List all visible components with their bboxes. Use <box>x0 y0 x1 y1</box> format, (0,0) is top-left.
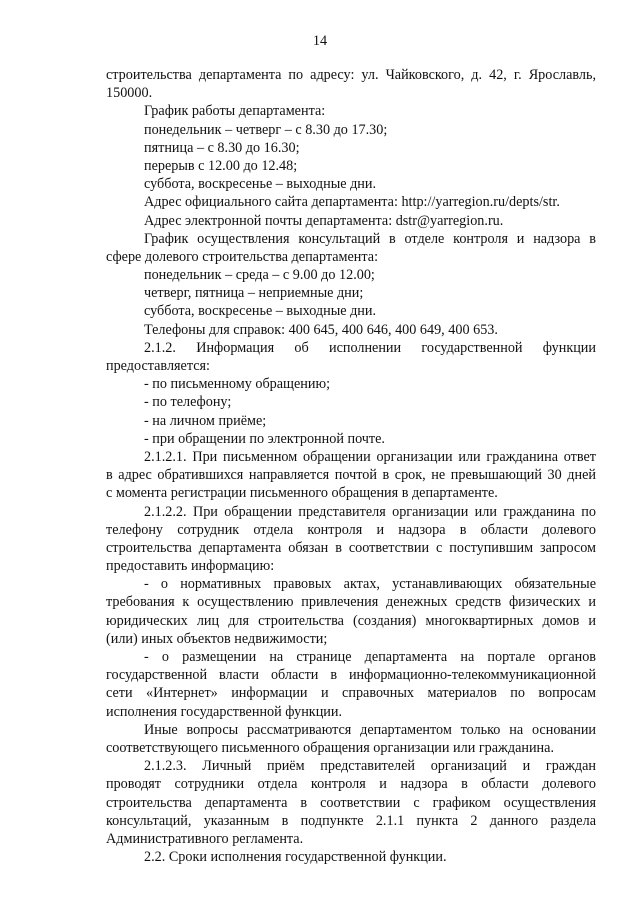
text-line: - по телефону; <box>144 394 232 411</box>
text-line: суббота, воскресенье – выходные дни. <box>144 176 377 193</box>
text-line: - при обращении по электронной почте. <box>144 430 385 447</box>
text-line: предоставляется: <box>106 358 210 374</box>
text-line: соответствующего письменного обращения организации или гражданина. <box>106 739 554 756</box>
text-line: пятница – с 8.30 до 16.30; <box>144 139 300 156</box>
page-number: 14 <box>312 33 328 49</box>
text-line: График работы департамента: <box>144 103 326 120</box>
text-line: 2.1.2. Информация об исполнении государственной функции <box>144 339 596 356</box>
text-line: сети «Интернет» информации и справочных материалов по вопросам <box>106 685 596 702</box>
text-line: консультаций, указанным в подпункте 2.1.1 пункта 2 данного раздела <box>106 812 596 829</box>
text-line: Адрес электронной почты департамента: dstr@yarregion.ru. <box>144 212 504 229</box>
text-line: 2.1.2.1. При письменном обращении организации или гражданина ответ <box>144 448 596 465</box>
text-line: строительства департамента в соответствии с графиком осуществления <box>106 794 596 811</box>
text-line: строительства департамента по адресу: ул. Чайковского, д. 42, г. Ярославль, <box>106 67 596 83</box>
text-line: телефону сотрудник отдела контроля и надзора в области долевого <box>106 521 596 538</box>
text-line: проводят сотрудники отдела контроля и надзора в области долевого <box>106 776 596 793</box>
text-line: - о нормативных правовых актах, устанавливающих обязательные <box>144 576 596 593</box>
text-line: юридических лиц для строительства (создания) многоквартирных домов и <box>106 612 596 629</box>
text-line: перерыв с 12.00 до 12.48; <box>144 157 298 174</box>
text-line: Телефоны для справок: 400 645, 400 646, 400 649, 400 653. <box>144 321 498 338</box>
text-line: суббота, воскресенье – выходные дни. <box>144 303 377 320</box>
text-line: 2.1.2.2. При обращении представителя организации или гражданина по <box>144 503 596 520</box>
text-line: понедельник – четверг – с 8.30 до 17.30; <box>144 121 388 138</box>
text-line: предоставить информацию: <box>106 558 275 575</box>
text-line: 2.1.2.3. Личный приём представителей организаций и граждан <box>144 758 596 775</box>
text-line: - на личном приёме; <box>144 412 267 429</box>
document-body <box>106 66 596 866</box>
text-line: в адрес обратившихся направляется почтой в срок, не превышающий 30 дней <box>106 467 596 484</box>
text-line: сфере долевого строительства департамента: <box>106 248 379 265</box>
text-line: четверг, пятница – неприемные дни; <box>144 285 364 302</box>
text-line: государственной власти области в информационно-телекоммуникационной <box>106 667 596 684</box>
text-line: 150000. <box>106 85 153 102</box>
text-line: требования к осуществлению привлечения денежных средств физических и <box>106 594 596 611</box>
text-line: 2.2. Сроки исполнения государственной функции. <box>144 849 447 866</box>
text-line: - о размещении на странице департамента на портале органов <box>144 649 596 665</box>
text-line: (или) иных объектов недвижимости; <box>106 630 328 647</box>
text-line: График осуществления консультаций в отделе контроля и надзора в <box>144 230 596 247</box>
text-line: - по письменному обращению; <box>144 376 331 393</box>
text-line: Иные вопросы рассматриваются департаментом только на основании <box>144 721 596 738</box>
text-line: строительства департамента обязан в соответствии с поступившим запросом <box>106 539 596 556</box>
text-line: Административного регламента. <box>106 830 304 847</box>
text-line: Адрес официального сайта департамента: http://yarregion.ru/depts/str. <box>144 194 560 211</box>
text-line: понедельник – среда – с 9.00 до 12.00; <box>144 267 375 284</box>
text-line: с момента регистрации письменного обращения в департаменте. <box>106 485 498 502</box>
text-line: исполнения государственной функции. <box>106 703 343 720</box>
